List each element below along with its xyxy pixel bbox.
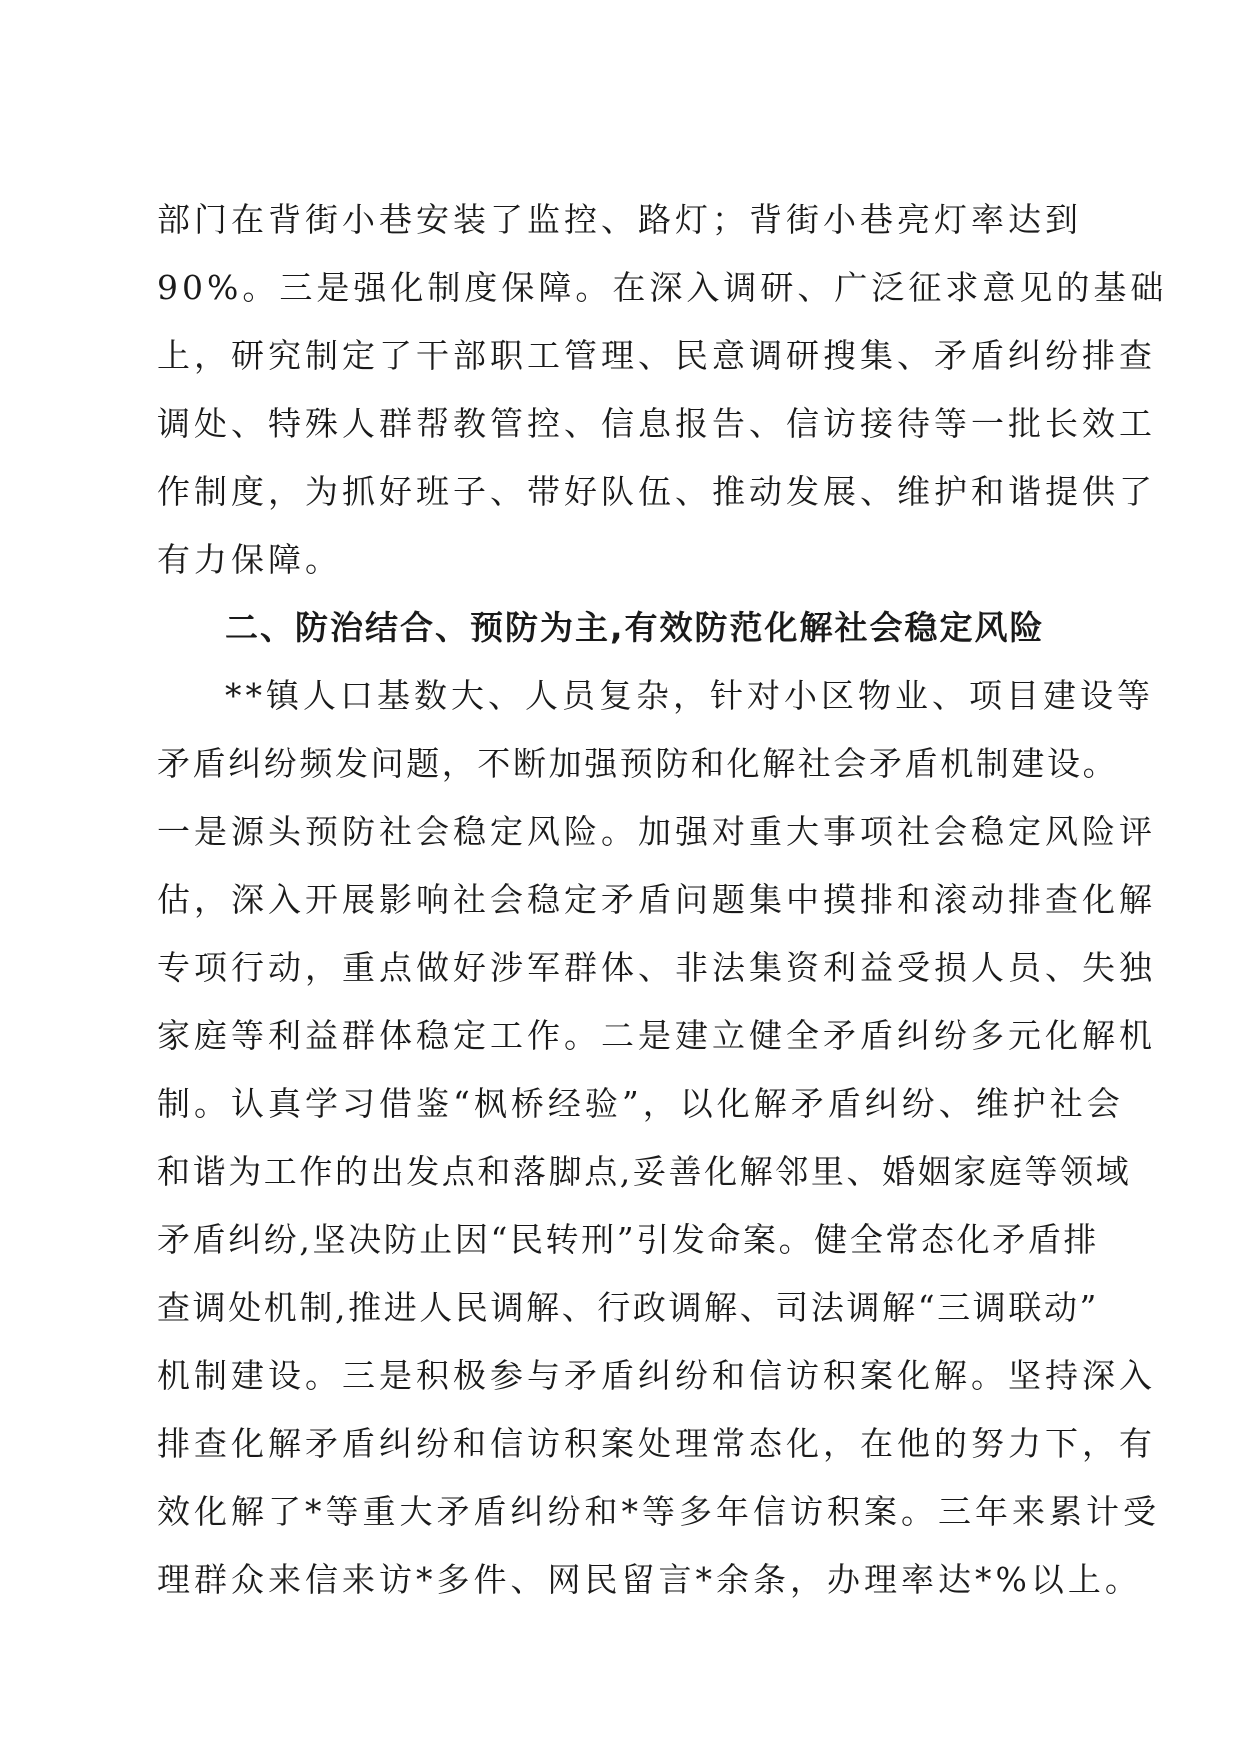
text-line: 调处、特殊人群帮教管控、信息报告、信访接待等一批长效工 bbox=[157, 404, 1156, 443]
text-line: **镇人口基数大、人员复杂，针对小区物业、项目建设等 bbox=[225, 676, 1154, 715]
text-line: 矛盾纠纷,坚决防止因“民转刑”引发命案。健全常态化矛盾排 bbox=[157, 1220, 1100, 1259]
text-line: 作制度，为抓好班子、带好队伍、推动发展、维护和谐提供了 bbox=[157, 472, 1156, 511]
text-line: 估，深入开展影响社会稳定矛盾问题集中摸排和滚动排查化解 bbox=[157, 880, 1156, 919]
text-line: 机制建设。三是积极参与矛盾纠纷和信访积案化解。坚持深入 bbox=[157, 1356, 1156, 1395]
text-line: 部门在背街小巷安装了监控、路灯；背街小巷亮灯率达到 bbox=[157, 200, 1082, 239]
text-line: 一是源头预防社会稳定风险。加强对重大事项社会稳定风险评 bbox=[157, 812, 1156, 851]
text-line: 制。认真学习借鉴“枫桥经验”，以化解矛盾纠纷、维护社会 bbox=[157, 1084, 1124, 1123]
text-line: 理群众来信来访*多件、网民留言*余条，办理率达*%以上。 bbox=[157, 1560, 1142, 1599]
text-line: 效化解了*等重大矛盾纠纷和*等多年信访积案。三年来累计受 bbox=[157, 1492, 1160, 1531]
text-line: 专项行动，重点做好涉军群体、非法集资利益受损人员、失独 bbox=[157, 948, 1156, 987]
section-heading: 二、防治结合、预防为主,有效防范化解社会稳定风险 bbox=[225, 608, 1045, 647]
text-line: 有力保障。 bbox=[157, 540, 342, 579]
text-line: 排查化解矛盾纠纷和信访积案处理常态化，在他的努力下，有 bbox=[157, 1424, 1156, 1463]
text-line: 90%。三是强化制度保障。在深入调研、广泛征求意见的基础 bbox=[157, 268, 1168, 307]
body-text bbox=[157, 186, 1168, 1614]
text-line: 家庭等利益群体稳定工作。二是建立健全矛盾纠纷多元化解机 bbox=[157, 1016, 1156, 1055]
text-line: 和谐为工作的出发点和落脚点,妥善化解邻里、婚姻家庭等领域 bbox=[157, 1152, 1132, 1191]
text-line: 查调处机制,推进人民调解、行政调解、司法调解“三调联动” bbox=[157, 1288, 1100, 1327]
text-line: 上，研究制定了干部职工管理、民意调研搜集、矛盾纠纷排查 bbox=[157, 336, 1156, 375]
text-line: 矛盾纠纷频发问题，不断加强预防和化解社会矛盾机制建设。 bbox=[157, 744, 1119, 783]
